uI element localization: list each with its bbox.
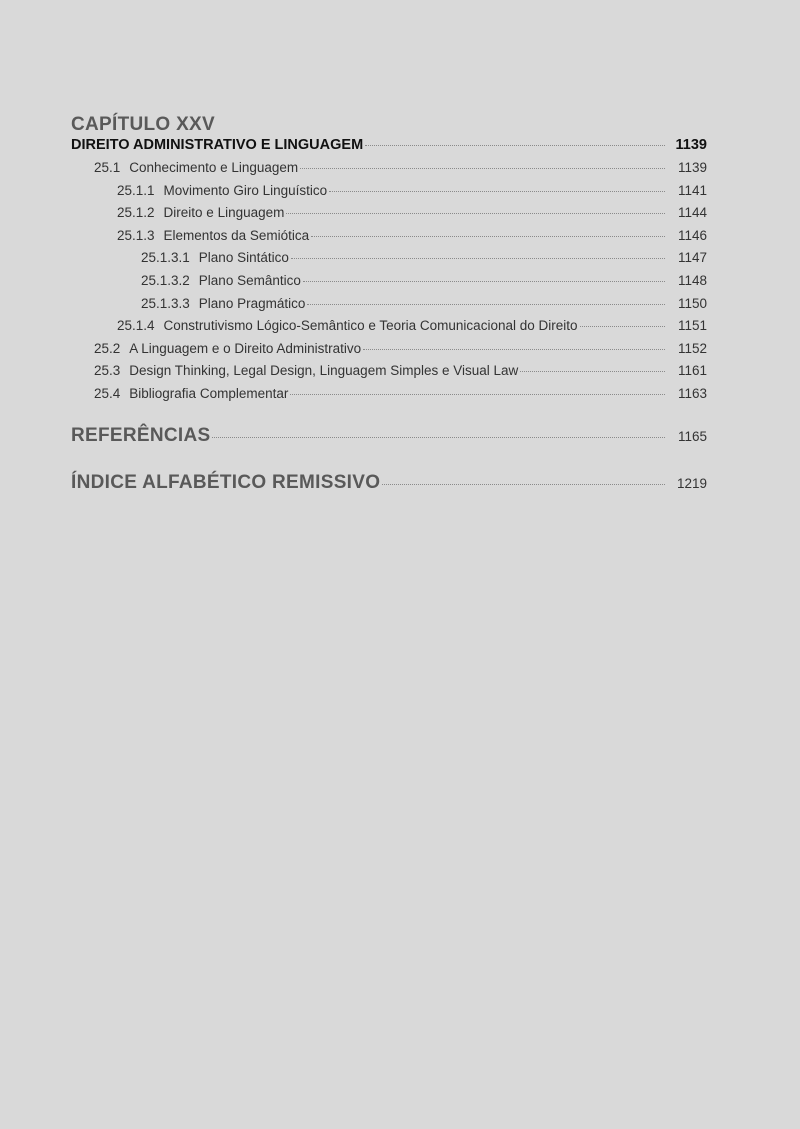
section-number: 25.3 bbox=[94, 363, 121, 379]
toc-entry-title bbox=[141, 273, 301, 288]
page-number: 1163 bbox=[677, 385, 707, 401]
section-title: Plano Semântico bbox=[198, 272, 301, 288]
section-title: Conhecimento e Linguagem bbox=[129, 160, 299, 175]
page-number: 1139 bbox=[677, 160, 707, 175]
dot-leader bbox=[363, 349, 665, 350]
section-title: Elementos da Semiótica bbox=[163, 227, 310, 243]
section-number: 25.2 bbox=[94, 340, 121, 356]
toc-entry[interactable] bbox=[71, 273, 707, 296]
section-title: Construtivismo Lógico-Semântico e Teoria Comunicacional do Direito bbox=[163, 318, 578, 334]
toc-entry-title bbox=[94, 160, 298, 175]
section-number: 25.1.3.2 bbox=[141, 272, 190, 288]
section-title: Design Thinking, Legal Design, Linguagem Simples e Visual Law bbox=[129, 363, 519, 379]
toc-entry-title bbox=[117, 205, 284, 220]
toc-entry[interactable] bbox=[71, 250, 707, 273]
dot-leader bbox=[286, 213, 665, 214]
toc-entry[interactable] bbox=[71, 341, 707, 364]
dot-leader bbox=[307, 304, 665, 305]
toc-entry[interactable] bbox=[71, 363, 707, 386]
dot-leader bbox=[291, 258, 665, 259]
page-number: 1219 bbox=[676, 475, 707, 491]
chapter-label: CAPÍTULO XXV bbox=[71, 114, 216, 135]
section-number: 25.1 bbox=[94, 160, 121, 175]
section-number: 25.1.3.1 bbox=[141, 250, 190, 266]
dot-leader bbox=[290, 394, 665, 395]
toc-entry-title bbox=[94, 341, 361, 356]
section-title: Plano Pragmático bbox=[198, 295, 306, 311]
page-number: 1148 bbox=[677, 272, 707, 288]
section-number: 25.4 bbox=[94, 385, 121, 401]
toc-entry-title bbox=[117, 183, 327, 198]
dot-leader bbox=[365, 145, 665, 146]
dot-leader bbox=[311, 236, 665, 237]
toc-entry-title bbox=[117, 228, 309, 243]
toc-entry-title bbox=[94, 386, 288, 401]
page-number: 1139 bbox=[675, 137, 707, 153]
page-number: 1152 bbox=[677, 340, 707, 356]
section-title: Direito e Linguagem bbox=[163, 205, 285, 221]
section-title: Bibliografia Complementar bbox=[129, 385, 289, 401]
toc-entry-title bbox=[117, 318, 578, 333]
page-number: 1161 bbox=[677, 363, 707, 379]
page-number: 1141 bbox=[677, 182, 707, 198]
page-number: 1146 bbox=[677, 227, 707, 243]
section-number: 25.1.4 bbox=[117, 318, 155, 334]
toc-entry[interactable] bbox=[71, 318, 707, 341]
dot-leader bbox=[303, 281, 665, 282]
dot-leader bbox=[382, 484, 665, 485]
index-title: ÍNDICE ALFABÉTICO REMISSIVO bbox=[71, 471, 381, 493]
toc-entry[interactable] bbox=[71, 183, 707, 206]
toc-entry[interactable] bbox=[71, 160, 707, 183]
page-number: 1144 bbox=[677, 205, 707, 221]
page-number: 1151 bbox=[677, 318, 707, 334]
toc-entry-title bbox=[141, 296, 305, 311]
references-title: REFERÊNCIAS bbox=[71, 424, 211, 446]
chapter-title: DIREITO ADMINISTRATIVO E LINGUAGEM bbox=[71, 137, 364, 153]
index-row[interactable] bbox=[71, 472, 707, 502]
page-number: 1165 bbox=[677, 428, 707, 444]
section-title: A Linguagem e o Direito Administrativo bbox=[129, 340, 362, 356]
chapter-title-row[interactable] bbox=[71, 137, 707, 160]
section-number: 25.1.1 bbox=[117, 182, 155, 198]
page-number: 1147 bbox=[677, 250, 707, 266]
dot-leader bbox=[300, 168, 665, 169]
dot-leader bbox=[520, 371, 665, 372]
toc-entry-title bbox=[141, 250, 289, 265]
section-number: 25.1.3.3 bbox=[141, 295, 190, 311]
table-of-contents bbox=[71, 113, 707, 502]
toc-entry[interactable] bbox=[71, 205, 707, 228]
references-row[interactable] bbox=[71, 425, 707, 455]
toc-entry[interactable] bbox=[71, 386, 707, 409]
toc-entry-title bbox=[94, 363, 518, 378]
page-number: 1150 bbox=[677, 295, 707, 311]
dot-leader bbox=[212, 437, 665, 438]
section-number: 25.1.2 bbox=[117, 205, 155, 221]
section-number: 25.1.3 bbox=[117, 227, 155, 243]
dot-leader bbox=[329, 191, 665, 192]
section-title: Movimento Giro Linguístico bbox=[163, 182, 328, 198]
dot-leader bbox=[580, 326, 666, 327]
section-title: Plano Sintático bbox=[198, 250, 289, 266]
toc-entry[interactable] bbox=[71, 228, 707, 251]
toc-entry[interactable] bbox=[71, 296, 707, 319]
toc-entries bbox=[71, 160, 707, 409]
